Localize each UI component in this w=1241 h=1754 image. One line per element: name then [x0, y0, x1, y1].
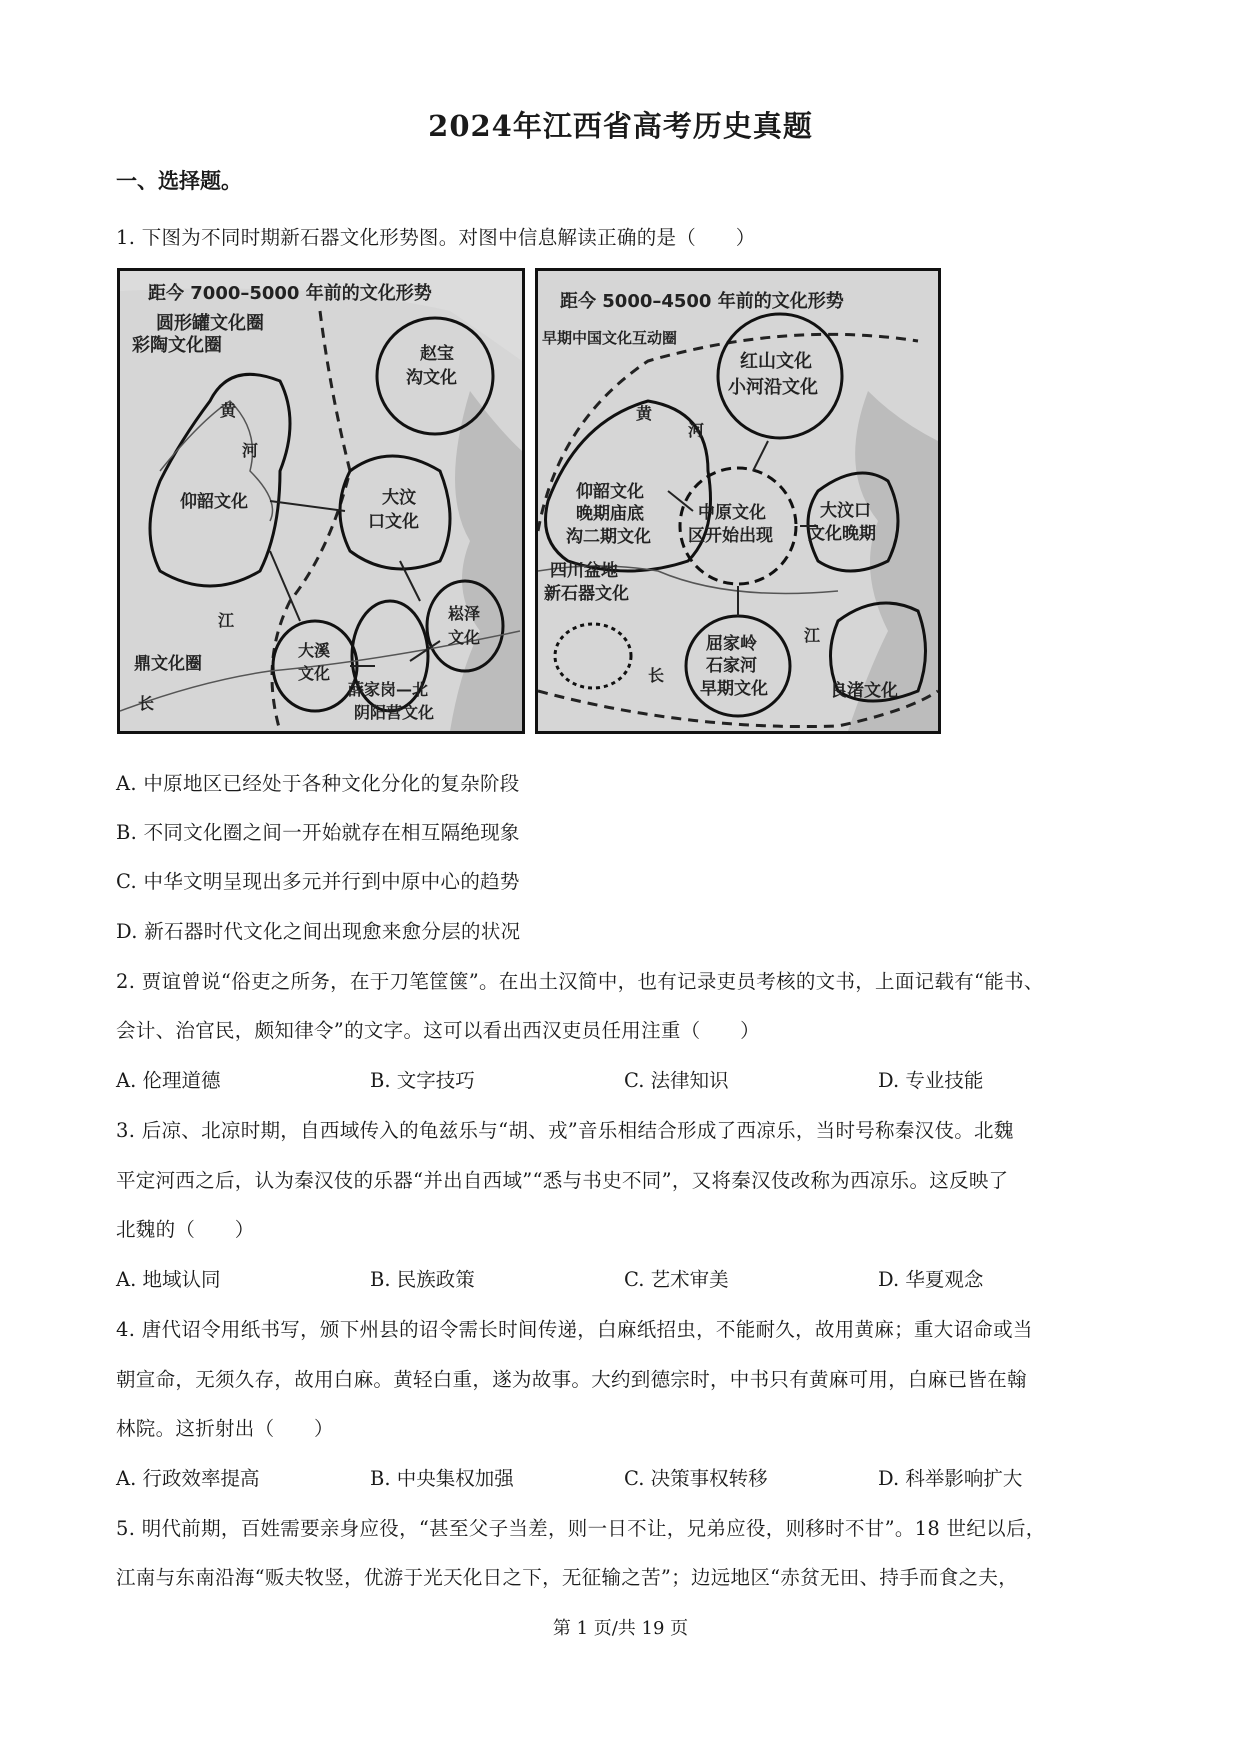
- q5-stem-line: 5. 明代前期，百姓需要亲身应役，“甚至父子当差，则一日不让，兄弟应役，则移时不甘”。18 世纪以后，: [116, 1517, 1046, 1540]
- map-left-label: 文化: [448, 628, 481, 647]
- map-right-label: 早期中国文化互动圈: [542, 329, 678, 347]
- map-right-label: 江: [804, 626, 821, 645]
- q4-option-c[interactable]: C. 决策事权转移: [624, 1467, 768, 1490]
- map-right-label: 长: [648, 666, 665, 685]
- q4-stem-line: 4. 唐代诏令用纸书写，颁下州县的诏令需长时间传递，白麻纸招虫，不能耐久，故用黄麻；重大诏命或当: [116, 1318, 1033, 1341]
- map-right-label: 仰韶文化: [576, 482, 644, 502]
- map-left-label: 彩陶文化圈: [132, 335, 222, 356]
- map-left-label: 文化: [298, 664, 331, 683]
- q4-option-a[interactable]: A. 行政效率提高: [116, 1467, 260, 1490]
- map-left-label: 江: [218, 611, 235, 630]
- map-left-label: 鼎文化圈: [134, 654, 202, 674]
- q4-stem-line: 林院。这折射出（ ）: [116, 1417, 334, 1440]
- map-left-label: 黄: [220, 401, 237, 420]
- q2-stem-line: 2. 贾谊曾说“俗吏之所务，在于刀笔筐箧”。在出土汉简中，也有记录吏员考核的文书，上面记载有“能书、: [116, 970, 1044, 993]
- page-footer: 第 1 页/共 19 页: [552, 1618, 689, 1639]
- map-right-label: 河: [688, 421, 705, 440]
- map-right-label: 沟二期文化: [566, 527, 651, 547]
- q1-option-a[interactable]: A. 中原地区已经处于各种文化分化的复杂阶段: [116, 772, 520, 795]
- map-left-label: 大汶: [382, 488, 416, 508]
- map-left-label: 河: [242, 441, 259, 460]
- q4-option-b[interactable]: B. 中央集权加强: [370, 1467, 514, 1490]
- map-right-label: 新石器文化: [544, 584, 629, 604]
- map-right-label: 良渚文化: [830, 681, 898, 701]
- section-heading: 一、选择题。: [116, 168, 242, 193]
- map-left: [117, 268, 525, 734]
- map-left-label: 仰韶文化: [180, 492, 248, 512]
- q3-stem-line: 3. 后凉、北凉时期，自西域传入的龟兹乐与“胡、戎”音乐相结合形成了西凉乐，当时号称秦汉伎。北魏: [116, 1119, 1014, 1142]
- map-left-label: 崧泽: [448, 604, 481, 623]
- map-left-label: 薛家岗—北: [348, 680, 429, 699]
- map-right-label: 晚期庙底: [576, 504, 644, 524]
- q1-option-b[interactable]: B. 不同文化圈之间一开始就存在相互隔绝现象: [116, 821, 520, 844]
- map-right-label: 早期文化: [700, 679, 768, 699]
- q3-option-d[interactable]: D. 华夏观念: [878, 1268, 984, 1291]
- map-right-label: 文化晚期: [808, 524, 876, 544]
- map-right-label: 黄: [636, 404, 653, 423]
- map-left-label: 口文化: [368, 512, 419, 532]
- q3-option-a[interactable]: A. 地域认同: [116, 1268, 221, 1291]
- map-right: [535, 268, 941, 734]
- q3-stem-line: 北魏的（ ）: [116, 1218, 255, 1241]
- map-right-label: 红山文化: [740, 351, 812, 372]
- q1-stem: 1. 下图为不同时期新石器文化形势图。对图中信息解读正确的是（ ）: [116, 226, 756, 249]
- map-left-heading: 距今 7000–5000 年前的文化形势: [148, 283, 432, 304]
- map-left-label: 阴阳营文化: [354, 703, 435, 722]
- map-right-label: 小河沿文化: [728, 377, 818, 398]
- map-right-label: 四川盆地: [550, 561, 618, 581]
- map-left-label: 大溪: [298, 641, 331, 660]
- q3-stem-line: 平定河西之后，认为秦汉伎的乐器“并出自西域”“悉与书史不同”，又将秦汉伎改称为西凉乐。这反映了: [116, 1169, 1009, 1192]
- map-right-label: 屈家岭: [706, 634, 757, 654]
- q2-option-b[interactable]: B. 文字技巧: [370, 1069, 475, 1092]
- map-right-label: 中原文化: [698, 503, 766, 523]
- q4-option-d[interactable]: D. 科举影响扩大: [878, 1467, 1023, 1490]
- q2-stem-line: 会计、治官民，颇知律令”的文字。这可以看出西汉吏员任用注重（ ）: [116, 1019, 760, 1042]
- map-right-label: 大汶口: [820, 501, 871, 521]
- q5-stem-line: 江南与东南沿海“贩夫牧竖，优游于光天化日之下，无征输之苦”；边远地区“赤贫无田、持手而食之夫，: [116, 1566, 1019, 1589]
- page-title: 2024年江西省高考历史真题: [428, 109, 813, 143]
- q1-option-d[interactable]: D. 新石器时代文化之间出现愈来愈分层的状况: [116, 920, 521, 943]
- q3-option-b[interactable]: B. 民族政策: [370, 1268, 475, 1291]
- q1-option-c[interactable]: C. 中华文明呈现出多元并行到中原中心的趋势: [116, 870, 520, 893]
- map-right-label: 石家河: [706, 656, 757, 676]
- map-left-label: 圆形罐文化圈: [156, 313, 264, 334]
- q4-stem-line: 朝宣命，无须久存，故用白麻。黄轻白重，遂为故事。大约到德宗时，中书只有黄麻可用，白麻已皆在翰: [116, 1368, 1027, 1391]
- q2-option-a[interactable]: A. 伦理道德: [116, 1069, 221, 1092]
- map-right-heading: 距今 5000–4500 年前的文化形势: [560, 291, 844, 312]
- map-left-label: 沟文化: [406, 368, 457, 388]
- q2-option-d[interactable]: D. 专业技能: [878, 1069, 984, 1092]
- map-right-label: 区开始出现: [688, 526, 773, 546]
- q3-option-c[interactable]: C. 艺术审美: [624, 1268, 729, 1291]
- q2-option-c[interactable]: C. 法律知识: [624, 1069, 729, 1092]
- map-left-label: 赵宝: [420, 344, 454, 364]
- map-left-label: 长: [138, 694, 155, 713]
